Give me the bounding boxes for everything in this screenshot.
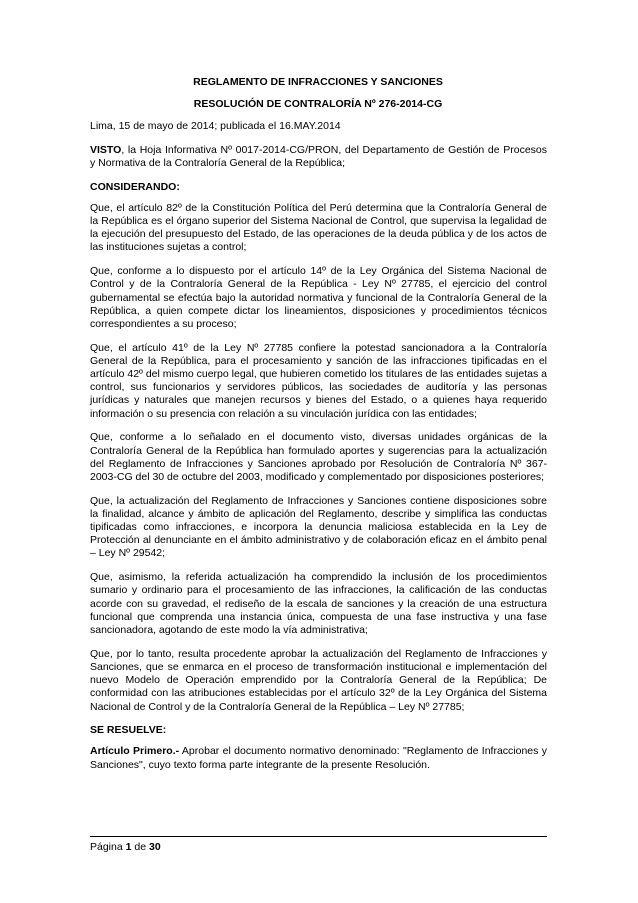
page-number xyxy=(90,841,547,854)
paragraph: Que, conforme a lo señalado en el documento visto, diversas unidades orgánicas de la Contraloría General de la República han formulado aportes y sugerencias para la actualización del Reglamento de Infracciones y Sanciones aprobado por Resolución de Contraloría Nº 367-2003-CG del 30 de octubre del 2003, modificado y complementado por disposiciones posteriores; xyxy=(90,431,547,483)
paragraph: Que, el artículo 41º de la Ley Nº 27785 confiere la potestad sancionadora a la Contraloría General de la República, para el procesamiento y sanción de las infracciones tipificadas en el artículo 42º del mismo cuerpo legal, que hubieren cometido los titulares de las entidades sujetas a control, sus funcionarios y servidores públicos, las sociedades de auditoría y las personas jurídicas y naturales que manejen recursos y bienes del Estado, o a quienes haya requerido información o su presencia con relación a su vinculación jurídica con las entidades; xyxy=(90,341,547,420)
paragraph: Que, la actualización del Reglamento de Infracciones y Sanciones contiene disposiciones sobre la finalidad, alcance y ámbito de aplicación del Reglamento, describe y simplifica las conductas tipificadas como infracciones, e incorpora la denuncia maliciosa establecida en la Ley de Protección al denunciante en el ámbito administrativo y de colaboración eficaz en el ámbito penal – Ley Nº 29542; xyxy=(90,494,547,560)
page-footer xyxy=(90,836,547,854)
paragraph: Que, el artículo 82º de la Constitución Política del Perú determina que la Contraloría General de la República es el órgano superior del Sistema Nacional de Control, que supervisa la legalidad de la ejecución del presupuesto del Estado, de las operaciones de la deuda pública y de los actos de las instituciones sujetas a control; xyxy=(90,201,547,254)
articulo-primero xyxy=(90,745,547,771)
document-body xyxy=(90,120,547,782)
se-resuelve-heading: SE RESUELVE: xyxy=(90,724,167,737)
page-of: de xyxy=(134,841,147,853)
visto-label: VISTO xyxy=(90,143,122,156)
resolution-number: RESOLUCIÓN DE CONTRALORÍA Nº 276-2014-CG xyxy=(193,98,443,110)
page-word: Página xyxy=(90,841,123,853)
footer-divider xyxy=(90,836,547,837)
paragraph: Que, por lo tanto, resulta procedente aprobar la actualización del Reglamento de Infracciones y Sanciones, que se enmarca en el proceso de transformación institucional e implementación del nuevo Modelo de Operación emprendido por la Contraloría General de la República; De conformidad con las atribuciones establecidas por el artículo 32º de la Ley Orgánica del Sistema Nacional de Control y de la Contraloría General de la República – Ley Nº 27785; xyxy=(90,647,547,713)
articulo-text: Aprobar el documento normativo denominado: "Reglamento de Infracciones y Sanciones", cuyo texto forma parte integrante de la presente Resolución. xyxy=(90,745,548,771)
date-line: Lima, 15 de mayo de 2014; publicada el 16.MAY.2014 xyxy=(90,120,341,132)
document-title: REGLAMENTO DE INFRACCIONES Y SANCIONES xyxy=(193,76,443,88)
visto-text: , la Hoja Informativa Nº 0017-2014-CG/PRON, del Departamento de Gestión de Procesos y Normativa de la Contraloría General de la República; xyxy=(90,143,547,169)
page-total: 30 xyxy=(149,841,161,853)
visto-paragraph xyxy=(90,144,547,170)
articulo-label: Artículo Primero.- xyxy=(90,745,180,758)
page-current: 1 xyxy=(125,841,132,853)
paragraph: Que, conforme a lo dispuesto por el artículo 14º de la Ley Orgánica del Sistema Nacional de Control y de la Contraloría General de la República - Ley Nº 27785, el ejercicio del control gubernamental se efectúa bajo la autoridad normativa y funcional de la Contraloría General de la República, a quien compete dictar los lineamientos, disposiciones y procedimientos técnicos correspondientes a su proceso; xyxy=(90,265,547,330)
paragraph: Que, asimismo, la referida actualización ha comprendido la inclusión de los procedimientos sumario y ordinario para el procesamiento de las infracciones, la calificación de las conductas acorde con su gravedad, el rediseño de la escala de sanciones y la creación de una estructura funcional que comprenda una instancia única, compuesta de una fase instructiva y una fase sancionadora, agotando de este modo la vía administrativa; xyxy=(90,571,547,636)
considerando-heading: CONSIDERANDO: xyxy=(90,180,180,193)
